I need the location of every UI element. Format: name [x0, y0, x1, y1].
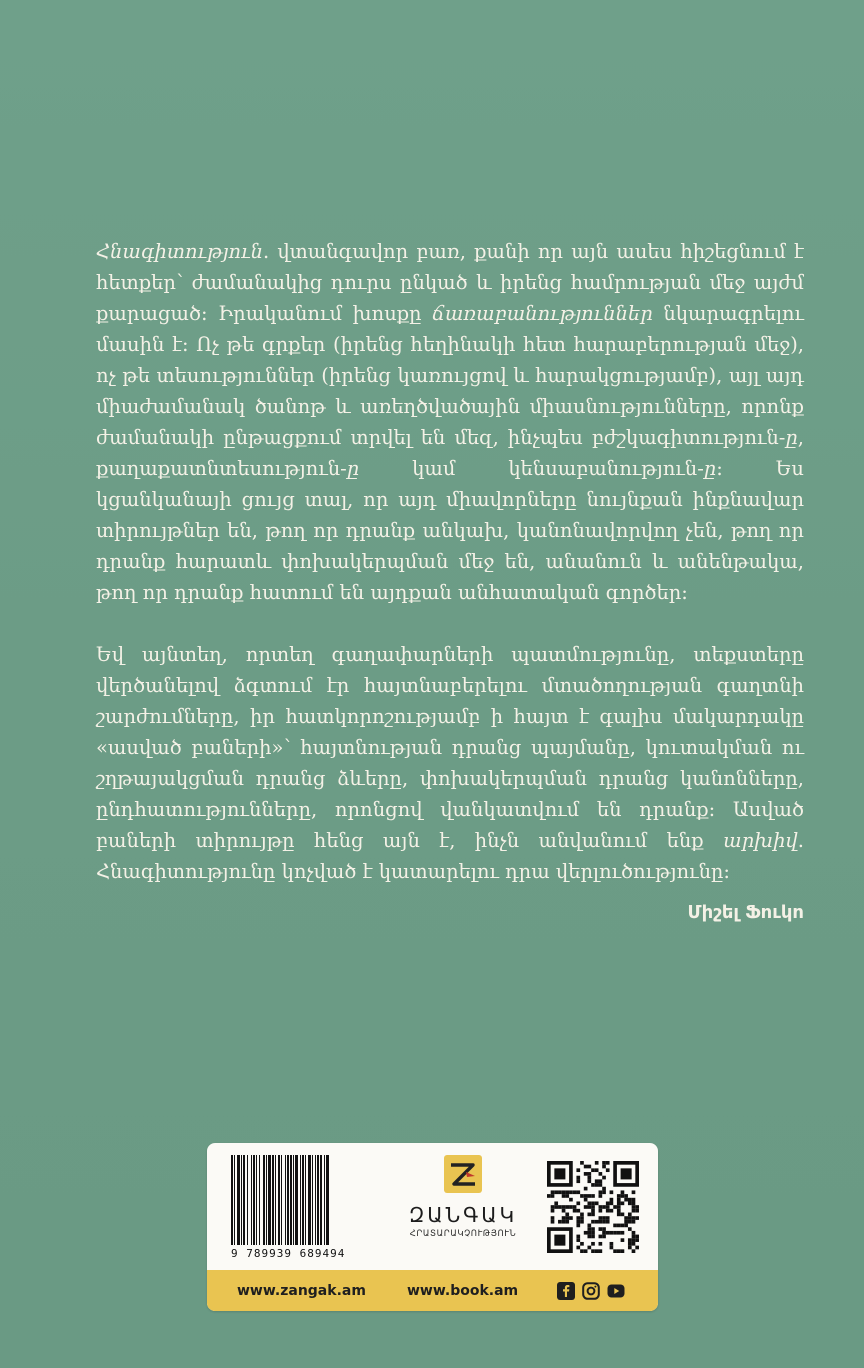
text-segment: նկարագրելու մասին է: Ոչ թե գրքեր (իրենց հեղինակի հետ հարաբերության մեջ), ոչ թե տեսություններ (իրենց կառույցով և հարակցությամբ), այլ այդ միաժամանակ ծանոթ և առեղծվածային միասնությունները, որոնք ժամանակի ընթացքում տրվել են մեզ, ինչպես բժշկագիտություն- — [96, 302, 804, 449]
publisher-panel — [207, 1143, 658, 1311]
blurb-paragraph-2 — [96, 639, 804, 887]
text-segment: կամ կենսաբանություն- — [359, 457, 704, 480]
italic-term: արխիվ — [723, 829, 798, 852]
italic-term: ը — [703, 457, 717, 480]
author-name: Միշել Ֆուկո — [687, 902, 804, 923]
barcode — [231, 1155, 381, 1260]
publisher-name: ԶԱՆԳԱԿ — [408, 1203, 518, 1227]
publisher-logo — [383, 1155, 543, 1239]
zangak-url-link[interactable]: www.zangak.am — [237, 1282, 366, 1299]
text-segment: : Ես կցանկանայի ցույց տալ, որ այդ միավորները նույնքան ինքնավար տիրույթներ են, թող որ դրանք անկախ, կանոնավորվող չեն, թող որ դրանք հարատև փոխակերպման մեջ են, անանուն և անենթակա, թող որ դրանք հատում են այդքան անհատական գործեր: — [96, 457, 804, 604]
italic-term: ճառաբանություններ — [432, 302, 653, 325]
italic-term: ը — [785, 426, 798, 449]
text-segment: , քաղաքատնտեսություն- — [96, 426, 804, 480]
blurb-paragraph-1 — [96, 236, 804, 608]
isbn-number: 9 789939 689494 — [231, 1247, 346, 1260]
social-icons — [557, 1282, 625, 1300]
zangak-logo-icon — [444, 1155, 482, 1193]
panel-footer — [207, 1270, 658, 1311]
text-segment: . Հնագիտությունը կոչված է կատարելու դրա վերլուծությունը: — [96, 829, 804, 883]
italic-term: ը — [346, 457, 360, 480]
instagram-icon[interactable] — [582, 1282, 600, 1300]
italic-term: Հնագիտություն — [96, 240, 263, 263]
text-segment: . վտանգավոր բառ, քանի որ այն ասես հիշեցնում է հետքեր՝ ժամանակից դուրս ընկած և իրենց համրության մեջ այժմ քարացած: Իրականում խոսքը — [96, 240, 804, 325]
youtube-icon[interactable] — [607, 1282, 625, 1300]
blurb-text — [96, 236, 804, 928]
book-url-link[interactable]: www.book.am — [407, 1282, 519, 1299]
barcode-bars — [231, 1155, 381, 1245]
qr-code — [547, 1161, 639, 1253]
publisher-subtitle: ՀՐԱՏԱՐԱԿՉՈՒԹՅՈՒՆ — [409, 1229, 517, 1239]
text-segment: Եվ այնտեղ, որտեղ գաղափարների պատմությունը, տեքստերը վերծանելով ձգտում էր հայտնաբերելու մտածողության գաղտնի շարժումները, իր հատկորոշությամբ ի հայտ է գալիս մակարդակը «ասված բաների»՝ հայտնության դրանց պայմանը, կուտակման ու շղթայակցման դրանց ձևերը, փոխակերպման դրանց կանոնները, ընդհատությունները, որոնցով վանկատվում են դրանք: Ասված բաների տիրույթը հենց այն է, ինչն անվանում ենք — [96, 643, 804, 852]
facebook-icon[interactable] — [557, 1282, 575, 1300]
